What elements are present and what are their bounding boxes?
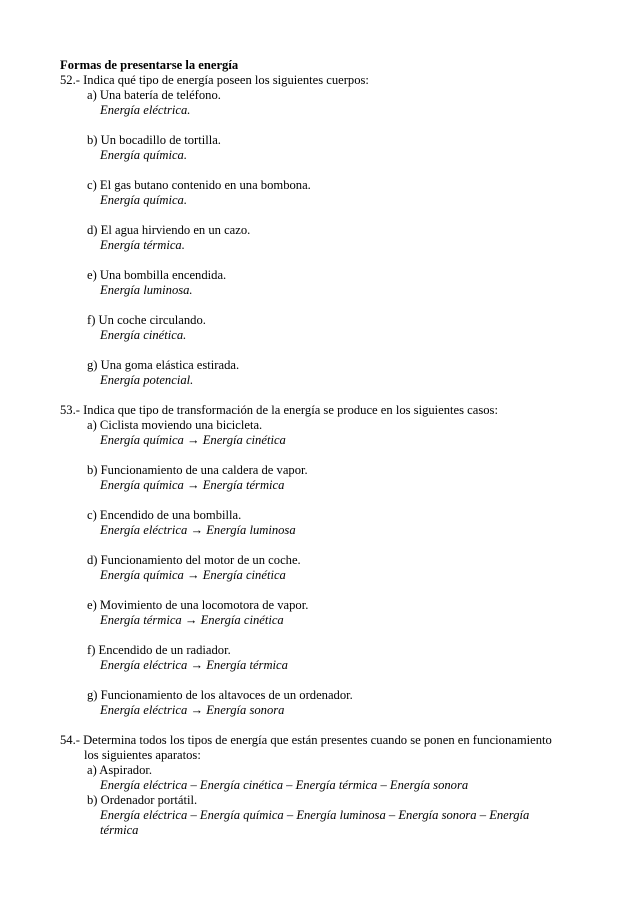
q52-answer-c: Energía química. (100, 193, 187, 207)
q53-answer-e: Energía térmica → Energía cinética (100, 613, 284, 627)
q53-answer-d: Energía química → Energía cinética (100, 568, 286, 582)
q52-answer-g: Energía potencial. (100, 373, 194, 387)
q53-item-g: g) Funcionamiento de los altavoces de un ordenador. (87, 688, 353, 702)
q52-answer-d: Energía térmica. (100, 238, 185, 252)
q54-item-a: a) Aspirador. (87, 763, 153, 777)
q52-item-e: e) Una bombilla encendida. (87, 268, 227, 282)
q54-answer-b-line2: térmica (100, 823, 139, 837)
q52-item-d: d) El agua hirviendo en un cazo. (87, 223, 251, 237)
q52-item-a: a) Una batería de teléfono. (87, 88, 221, 102)
q52-answer-e: Energía luminosa. (100, 283, 193, 297)
q54-item-b: b) Ordenador portátil. (87, 793, 198, 807)
q52-item-f: f) Un coche circulando. (87, 313, 206, 327)
q53-item-d: d) Funcionamiento del motor de un coche. (87, 553, 301, 567)
q52-answer-b: Energía química. (100, 148, 187, 162)
q53-answer-a: Energía química → Energía cinética (100, 433, 286, 447)
question-53-prompt: 53.- Indica que tipo de transformación de la energía se produce en los siguientes casos: (60, 403, 498, 417)
q52-answer-f: Energía cinética. (100, 328, 187, 342)
document-page (60, 58, 620, 838)
q52-item-c: c) El gas butano contenido en una bombona. (87, 178, 311, 192)
question-54-prompt: 54.- Determina todos los tipos de energía que están presentes cuando se ponen en funcionamiento (60, 733, 552, 747)
q52-item-b: b) Un bocadillo de tortilla. (87, 133, 221, 147)
q53-answer-g: Energía eléctrica → Energía sonora (100, 703, 285, 717)
question-52-prompt: 52.- Indica qué tipo de energía poseen los siguientes cuerpos: (60, 73, 369, 87)
q53-answer-c: Energía eléctrica → Energía luminosa (100, 523, 296, 537)
q52-answer-a: Energía eléctrica. (100, 103, 191, 117)
q53-answer-f: Energía eléctrica → Energía térmica (100, 658, 288, 672)
q53-item-f: f) Encendido de un radiador. (87, 643, 231, 657)
q53-item-e: e) Movimiento de una locomotora de vapor. (87, 598, 309, 612)
q54-answer-a: Energía eléctrica – Energía cinética – Energía térmica – Energía sonora (100, 778, 469, 792)
q53-item-b: b) Funcionamiento de una caldera de vapor. (87, 463, 308, 477)
q53-item-c: c) Encendido de una bombilla. (87, 508, 242, 522)
section-title: Formas de presentarse la energía (60, 58, 239, 72)
q53-item-a: a) Ciclista moviendo una bicicleta. (87, 418, 263, 432)
q54-answer-b-line1: Energía eléctrica – Energía química – Energía luminosa – Energía sonora – Energía (100, 808, 530, 822)
q52-item-g: g) Una goma elástica estirada. (87, 358, 240, 372)
q53-answer-b: Energía química → Energía térmica (100, 478, 285, 492)
question-54-prompt-cont: los siguientes aparatos: (84, 748, 201, 762)
